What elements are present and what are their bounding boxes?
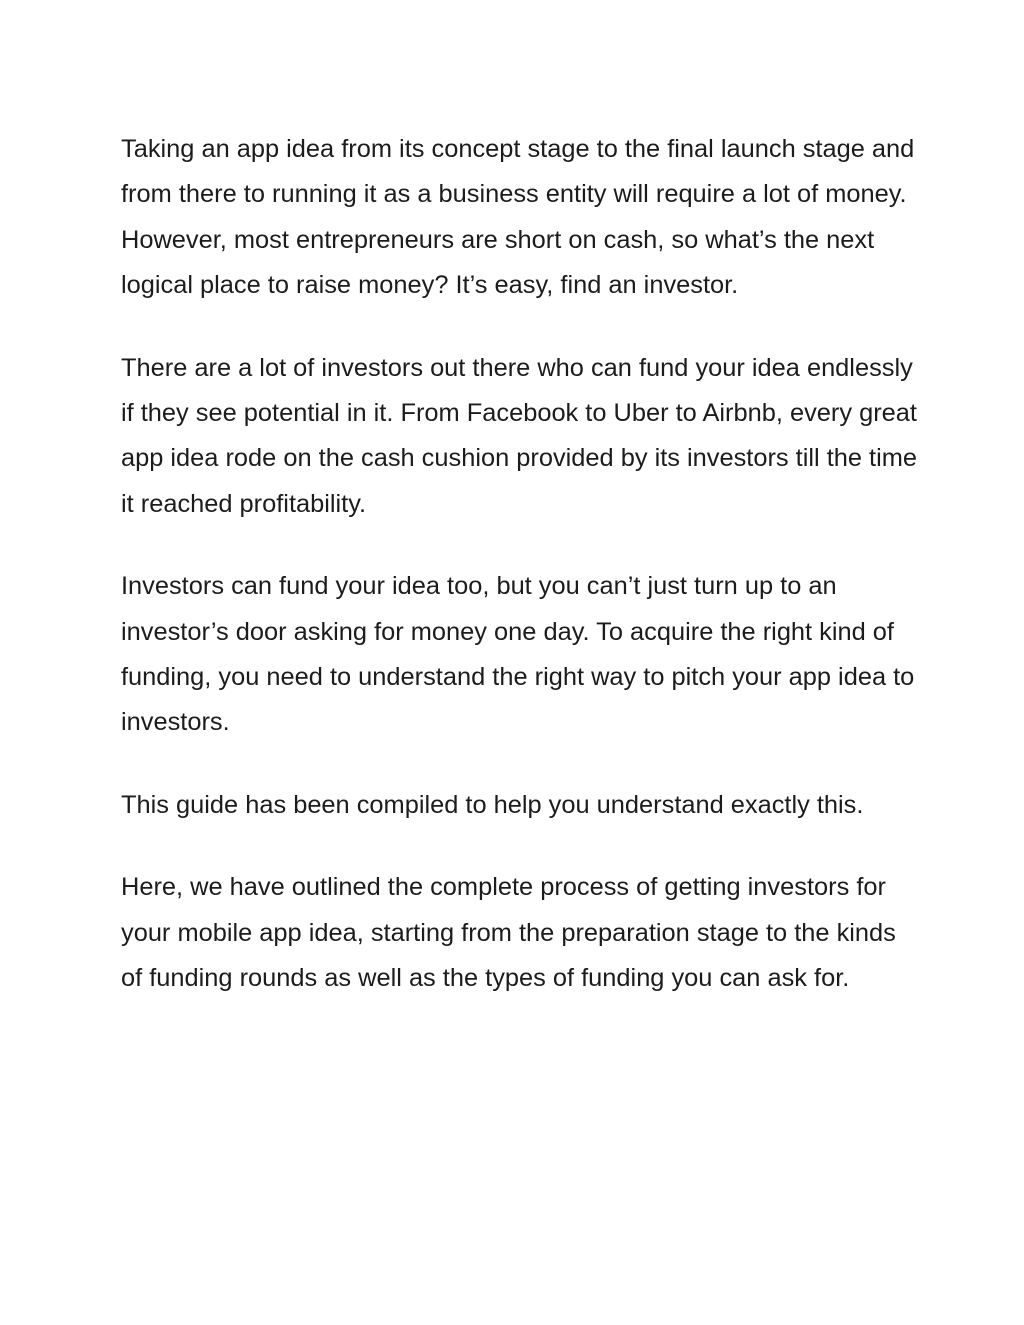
paragraph-intro: Taking an app idea from its concept stage to the final launch stage and from there to running it as a business entity will require a lot of money. However, most entrepreneurs are short on cash, so what’s the next logical place to raise money? It’s easy, find an investor. — [121, 135, 915, 300]
paragraph-pitch: Investors can fund your idea too, but you can’t just turn up to an investor’s door asking for money one day. To acquire the right kind of funding, you need to understand the right way to pitch your app idea to investors. — [121, 572, 915, 737]
document-body — [121, 127, 921, 1002]
paragraph-investors: There are a lot of investors out there who can fund your idea endlessly if they see potential in it. From Facebook to Uber to Airbnb, every great app idea rode on the cash cushion provided by its investors till the time it reached profitability. — [121, 353, 918, 518]
paragraph-outline: Here, we have outlined the complete process of getting investors for your mobile app idea, starting from the preparation stage to the kinds of funding rounds as well as the types of funding you can ask for. — [121, 873, 896, 993]
paragraph-guide: This guide has been compiled to help you understand exactly this. — [121, 790, 864, 819]
